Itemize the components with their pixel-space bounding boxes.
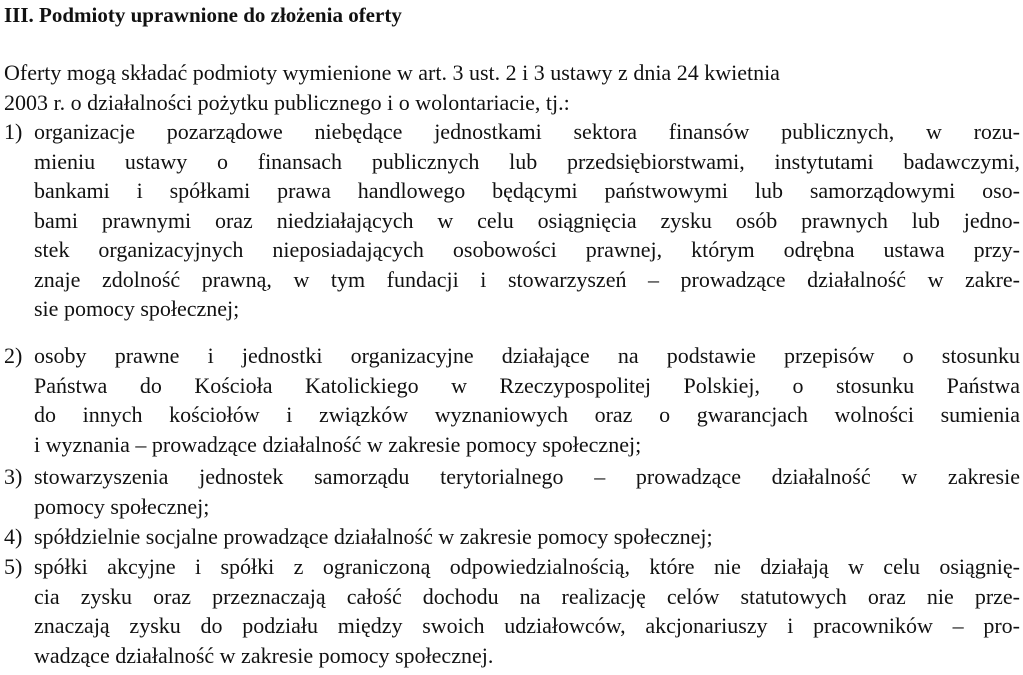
text-line: bankami i spółkami prawa handlowego będącymi państwowymi lub samorządowymi oso- <box>34 178 1020 203</box>
list-item-text <box>34 117 1020 324</box>
text-line: osoby prawne i jednostki organizacyjne działające na podstawie przepisów o stosunku <box>34 343 1020 368</box>
text-line: spółki akcyjne i spółki z ograniczoną odpowiedzialnością, które nie działają w celu osiągnię- <box>34 554 1020 579</box>
intro-line: 2003 r. o działalności pożytku publicznego i o wolontariacie, tj.: <box>4 89 570 115</box>
list-item-4 <box>4 522 1020 552</box>
text-line: spółdzielnie socjalne prowadzące działalność w zakresie pomocy społecznej; <box>34 524 713 549</box>
list-item-3 <box>4 462 1020 521</box>
list-item-text <box>34 462 1020 521</box>
text-line: bami prawnymi oraz niedziałających w celu osiągnięcia zysku osób prawnych lub jedno- <box>34 207 1020 233</box>
text-line: stek organizacyjnych nieposiadających osobowości prawnej, którym odrębna ustawa przy- <box>34 237 1020 262</box>
text-line: mieniu ustawy o finansach publicznych lub przedsiębiorstwami, instytutami badawczymi, <box>34 148 1020 174</box>
text-line: Państwa do Kościoła Katolickiego w Rzeczypospolitej Polskiej, o stosunku Państwa <box>34 372 1020 398</box>
text-line: znaje zdolność prawną, w tym fundacji i stowarzyszeń – prowadzące działalność w zakre- <box>34 266 1020 292</box>
list-item-text <box>34 552 1020 670</box>
list-item-number: 5) <box>4 554 23 579</box>
text-line: cia zysku oraz przeznaczają całość dochodu na realizację celów statutowych oraz nie prze- <box>34 583 1020 609</box>
list-item-text <box>34 341 1020 459</box>
text-line: znaczają zysku do podziału między swoich udziałowców, akcjonariuszy i pracowników – pro- <box>34 613 1020 638</box>
text-line: pomocy społecznej; <box>34 493 210 519</box>
text-line: organizacje pozarządowe niebędące jednostkami sektora finansów publicznych, w rozu- <box>34 119 1020 144</box>
list-item-number: 1) <box>4 119 23 144</box>
list-item-text <box>34 522 1020 552</box>
list-item-1 <box>4 117 1020 324</box>
list-item-2 <box>4 341 1020 459</box>
list-item-number: 2) <box>4 343 23 368</box>
intro-paragraph <box>4 58 1020 117</box>
list-item-number: 4) <box>4 524 23 549</box>
section-heading: III. Podmioty uprawnione do złożenia oferty <box>4 3 402 27</box>
text-line: wadzące działalność w zakresie pomocy społecznej. <box>34 642 494 668</box>
list-item-number: 3) <box>4 464 23 489</box>
text-line: sie pomocy społecznej; <box>34 296 240 321</box>
list-item-5 <box>4 552 1020 670</box>
text-line: i wyznania – prowadzące działalność w zakresie pomocy społecznej; <box>34 431 642 457</box>
text-line: stowarzyszenia jednostek samorządu terytorialnego – prowadzące działalność w zakresie <box>34 464 1020 489</box>
text-line: do innych kościołów i związków wyznaniowych oraz o gwarancjach wolności sumienia <box>34 402 1020 427</box>
intro-line: Oferty mogą składać podmioty wymienione w art. 3 ust. 2 i 3 ustawy z dnia 24 kwietnia <box>4 60 780 85</box>
